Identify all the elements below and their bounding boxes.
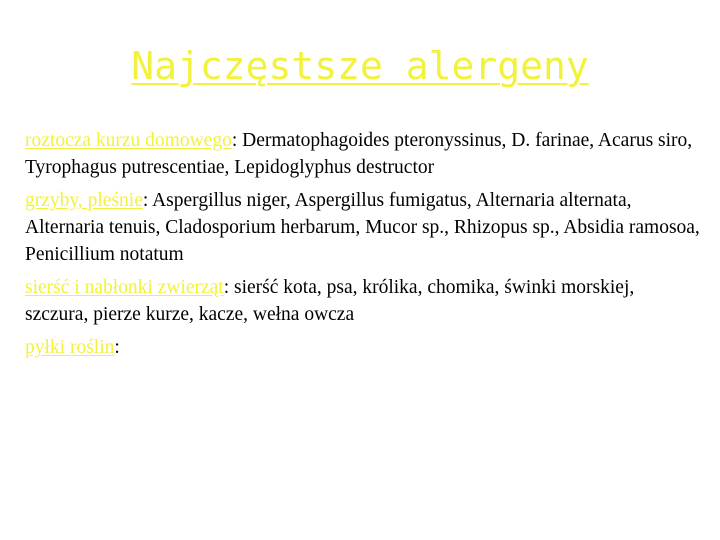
paragraph-animal-dander <box>25 274 700 328</box>
paragraph-text: Dermatophagoides pteronyssinus, D. farinae, Acarus siro, Tyrophagus putrescentiae, Lepidoglyphus destructor <box>25 130 693 178</box>
paragraph-pollen <box>25 334 700 361</box>
paragraph-text: Aspergillus niger, Aspergillus fumigatus, Alternaria alternata, Alternaria tenuis, Cladosporium herbarum, Mucor sp., Rhizopus sp., Absidia ramosoa, Penicillium notatum <box>25 190 700 265</box>
paragraph-fungi-molds <box>25 187 700 268</box>
separator: : <box>223 277 230 298</box>
term-fungi-molds: grzyby, pleśnie <box>25 190 143 211</box>
separator: : <box>142 190 149 211</box>
term-pollen: pyłki roślin <box>25 337 115 358</box>
slide-content <box>25 127 700 367</box>
term-dust-mites: roztocza kurzu domowego <box>25 130 232 151</box>
slide-title: Najczęstsze alergeny <box>131 44 589 88</box>
separator: : <box>231 130 238 151</box>
separator: : <box>114 337 120 358</box>
term-animal-dander: sierść i nabłonki zwierząt <box>25 277 224 298</box>
paragraph-dust-mites <box>25 127 700 181</box>
paragraph-text: sierść kota, psa, królika, chomika, świnki morskiej, szczura, pierze kurze, kacze, wełna owcza <box>25 277 635 325</box>
